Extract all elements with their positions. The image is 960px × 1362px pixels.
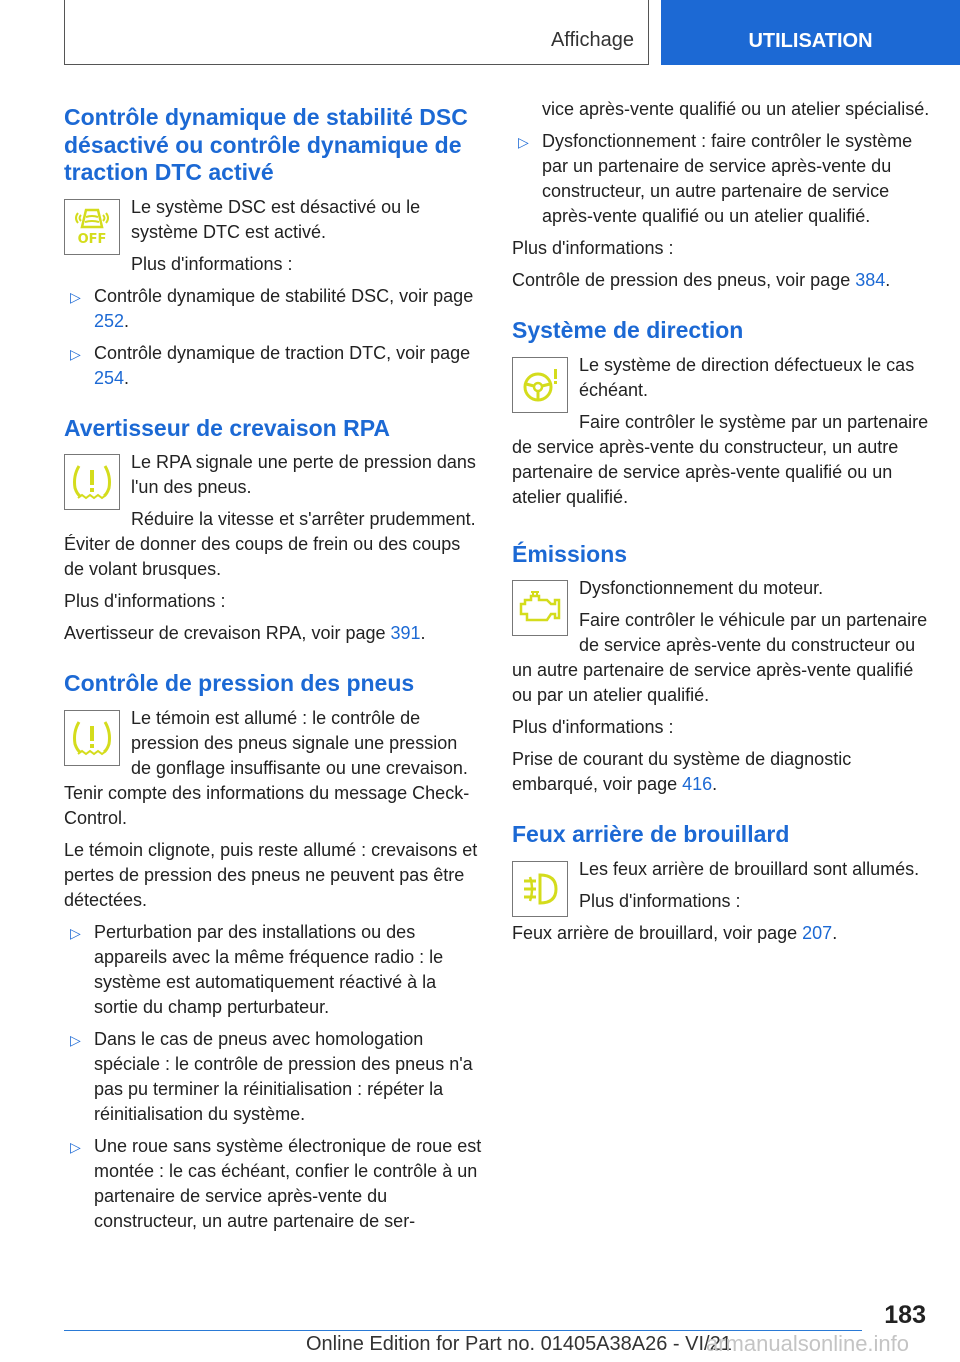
bullet-list [64, 920, 482, 1234]
section-title-dsc: Contrôle dynamique de stabilité DSC désactivé ou contrôle dynamique de traction DTC activé [64, 104, 468, 185]
section-steering [512, 317, 930, 517]
section-rdc [64, 670, 482, 1234]
section-continuation [512, 97, 930, 293]
paragraph: Le système de direction défectueux le cas échéant. [579, 354, 915, 400]
bullet-list [64, 284, 482, 391]
paragraph: Plus d'informations : [131, 253, 293, 274]
paragraph: Faire contrôler le système par un partenaire de service après-vente du constructeur, un autre partenaire de service après-vente qualifié ou un atelier qualifié. [512, 411, 929, 507]
section-title-emissions: Émissions [512, 540, 628, 567]
paragraph: Le système DSC est désactivé ou le système DTC est activé. [131, 196, 421, 242]
triangle-bullet-icon: ▷ [70, 288, 81, 305]
paragraph: Le témoin clignote, puis reste allumé : crevaisons et pertes de pression des pneus ne peuvent pas être détectées. [64, 839, 478, 910]
paragraph: Plus d'informations : [64, 591, 226, 611]
page-link[interactable]: 391 [390, 623, 421, 643]
page-link[interactable]: 252 [94, 310, 125, 331]
section-rpa [64, 415, 482, 647]
triangle-bullet-icon: ▷ [518, 134, 529, 150]
section-rear-fog [512, 821, 930, 946]
section-title-steering: Système de direction [512, 317, 744, 343]
warning-block-rdc [64, 706, 482, 838]
list-item: ▷ Contrôle dynamique de traction DTC, voir page 254. [70, 342, 471, 388]
paragraph: Plus d'informations : [512, 238, 674, 258]
left-column [64, 104, 482, 1241]
paragraph: Plus d'informations : [579, 890, 741, 911]
page-link[interactable]: 254 [94, 367, 125, 388]
dsc-off-icon [64, 199, 120, 255]
page-link[interactable]: 384 [855, 270, 886, 290]
list-item: ▷ Contrôle dynamique de stabilité DSC, voir page 252. [70, 285, 474, 331]
right-column [512, 99, 930, 953]
header-chapter-tab[interactable] [661, 0, 960, 65]
footer-watermark: armanualsonline.info [706, 1331, 910, 1356]
list-item: ▷ Dans le cas de pneus avec homologation spéciale : le contrôle de pression des pneus n'a pas pu terminer la réinitialisation : répéter la réinitialisation du système. [70, 1028, 473, 1124]
reference: Feux arrière de brouillard, voir page 207. [512, 922, 838, 943]
section-dsc [64, 104, 482, 391]
tire-pressure-warning-icon [64, 710, 120, 766]
section-title-rdc: Contrôle de pression des pneus [64, 670, 415, 696]
triangle-bullet-icon: ▷ [70, 345, 81, 362]
paragraph: Le témoin est allumé : le contrôle de pression des pneus signale une pression de gonflage insuffisante ou une crevaison. Tenir compte des informations du message Check-Control. [64, 707, 470, 828]
warning-block-rpa [64, 450, 482, 589]
section-title-rpa: Avertisseur de crevaison RPA [64, 414, 390, 441]
header-section-title: Affichage [550, 29, 634, 51]
tire-pressure-warning-icon [64, 454, 120, 510]
triangle-bullet-icon: ▷ [70, 924, 81, 941]
triangle-bullet-icon: ▷ [70, 1031, 81, 1048]
page-link[interactable]: 416 [682, 774, 713, 794]
paragraph: Plus d'informations : [512, 717, 674, 737]
paragraph: Le RPA signale une perte de pression dans l'un des pneus. [131, 452, 476, 497]
reference: Contrôle de pression des pneus, voir page 384. [512, 270, 891, 290]
reference: Avertisseur de crevaison RPA, voir page 391. [64, 623, 426, 643]
header-chapter-label: UTILISATION [748, 30, 873, 52]
list-item: ▷ Une roue sans système électronique de roue est montée : le cas échéant, confier le contrôle à un partenaire de service après-vente du constructeur, un autre partenaire de ser- [70, 1135, 482, 1231]
warning-block-steering [512, 353, 930, 517]
paragraph: Dysfonctionnement du moteur. [579, 578, 824, 598]
page-number: 183 [884, 1301, 926, 1329]
paragraph: Faire contrôler le véhicule par un partenaire de service après-vente du constructeur ou un autre partenaire de service après-vente qualifié ou par un atelier qualifié. [512, 610, 928, 705]
warning-block-emissions [512, 576, 930, 715]
rear-fog-light-icon [512, 861, 568, 917]
list-item: ▷ Dysfonctionnement : faire contrôler le système par un partenaire de service après-vente du constructeur, un autre partenaire de service après-vente qualifié ou un atelier qualifié. [518, 131, 913, 226]
paragraph: Les feux arrière de brouillard sont allumés. [579, 858, 920, 879]
list-item: ▷ Perturbation par des installations ou des appareils avec la même fréquence radio : le système est automatiquement réactivé à la sortie du champ perturbateur. [70, 921, 444, 1017]
section-emissions [512, 541, 930, 798]
footer-edition: Online Edition for Part no. 01405A38A26 - VI/21 [306, 1333, 732, 1355]
header-box [64, 0, 649, 65]
paragraph: Réduire la vitesse et s'arrêter prudemment. Éviter de donner des coups de frein ou des coups de volant brusques. [64, 509, 476, 579]
reference: Prise de courant du système de diagnostic embarqué, voir page 416. [512, 749, 852, 794]
triangle-bullet-icon: ▷ [70, 1138, 81, 1155]
steering-warning-icon [512, 357, 568, 413]
section-title-rear-fog: Feux arrière de brouillard [512, 821, 790, 847]
warning-block-dsc [64, 195, 482, 284]
warning-block-rear-fog [512, 857, 930, 921]
list-item-continued: vice après-vente qualifié ou un atelier spécialisé. [542, 99, 930, 119]
svg-text:OFF: OFF [77, 231, 107, 247]
page-link[interactable]: 207 [802, 922, 833, 943]
bullet-list [512, 97, 930, 229]
engine-check-icon [512, 580, 568, 636]
